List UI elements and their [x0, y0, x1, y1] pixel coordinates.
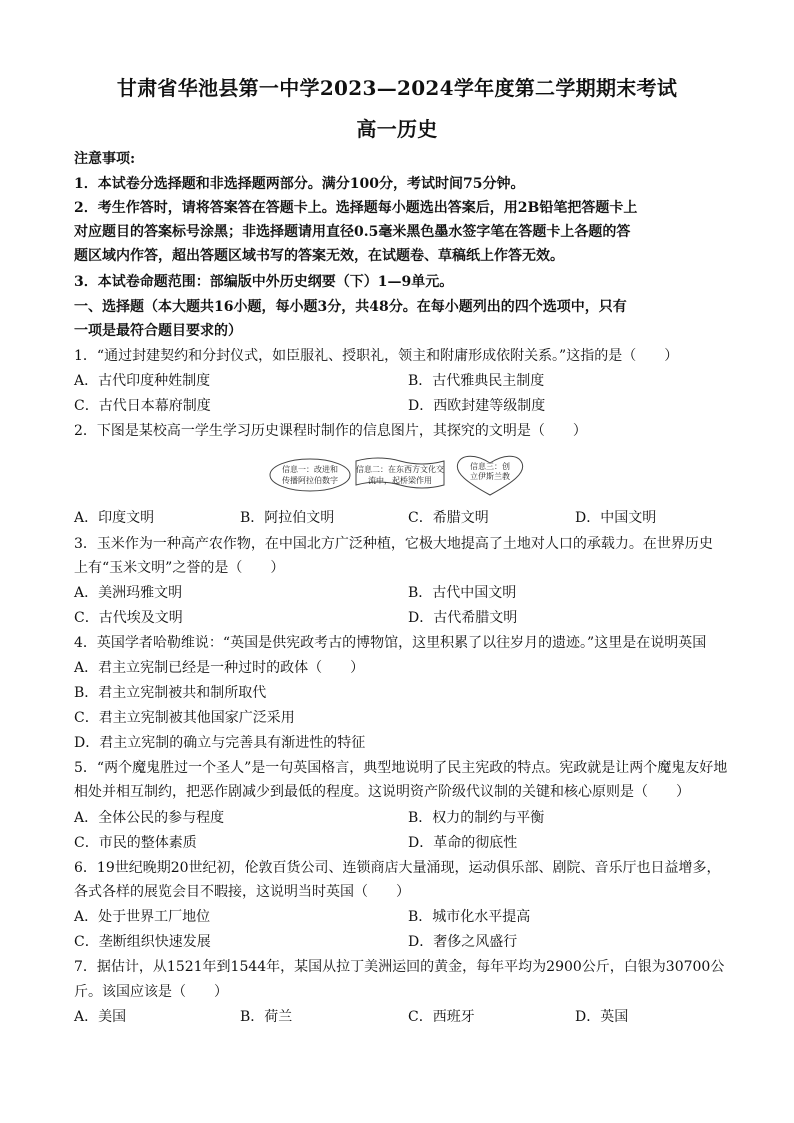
question-stem: 5．“两个魔鬼胜过一个圣人”是一句英国格言，典型地说明了民主宪政的特点。宪政就是让两个魔鬼友好地: [74, 760, 728, 776]
option-d: D．中国文明: [575, 510, 657, 526]
question-stem: 7．据估计，从1521年到1544年，某国从拉丁美洲运回的黄金，每年平均为2900公斤，白银为30700公: [74, 959, 725, 975]
option-b: B．古代雅典民主制度: [408, 373, 545, 389]
question-stem: 3．玉米作为一种高产农作物，在中国北方广泛种植，它极大地提高了土地对人口的承载力。在世界历史: [74, 536, 713, 552]
option-c: C．垄断组织快速发展: [74, 934, 211, 950]
notice-item: 2．考生作答时，请将答案答在答题卡上。选择题每小题选出答案后，用2B铅笔把答题卡上: [74, 200, 638, 216]
notice-item: 对应题目的答案标号涂黑；非选择题请用直径0.5毫米黑色墨水签字笔在答题卡上各题的答: [74, 224, 631, 240]
option-b: B．荷兰: [240, 1009, 293, 1025]
info2-line2: 流中，起桥梁作用: [368, 476, 432, 485]
question-stem: 1．“通过封建契约和分封仪式，如臣服礼、授职礼，领主和附庸形成依附关系。”这指的是（ ）: [74, 348, 679, 364]
question-stem: 6．19世纪晚期20世纪初，伦敦百货公司、连锁商店大量涌现，运动俱乐部、剧院、音乐厅也日益增多，: [74, 860, 721, 876]
option-c: C．市民的整体素质: [74, 835, 197, 851]
option-d: D．革命的彻底性: [408, 835, 518, 851]
option-c: C．希腊文明: [408, 510, 489, 526]
option-c: C．君主立宪制被其他国家广泛采用: [74, 710, 295, 726]
info3-line2: 立伊斯兰教: [470, 472, 510, 481]
info2-line1: 信息二：在东西方文化交: [356, 465, 444, 474]
info-figure: [268, 451, 540, 497]
question-stem: 4．英国学者哈勒维说：“英国是供宪政考古的博物馆，这里积累了以往岁月的遗迹。”这里是在说明英国: [74, 635, 707, 651]
notice-item: 1．本试卷分选择题和非选择题两部分。满分100分，考试时间75分钟。: [74, 176, 525, 192]
info1-line2: 传播阿拉伯数字: [282, 476, 338, 485]
subject-title: 高一历史: [356, 117, 438, 141]
option-c: C．西班牙: [408, 1009, 475, 1025]
question-stem-cont: 各式各样的展览会目不暇接，这说明当时英国（ ）: [74, 884, 410, 900]
option-b: B．城市化水平提高: [408, 909, 531, 925]
option-a: A．处于世界工厂地位: [74, 909, 211, 925]
option-a: A．美洲玛雅文明: [74, 585, 183, 601]
question-stem-cont: 上有“玉米文明”之誉的是（ ）: [74, 560, 285, 576]
option-d: D．奢侈之风盛行: [408, 934, 518, 950]
question-stem-cont: 相处并相互制约，把恶作剧减少到最低的程度。这说明资产阶级代议制的关键和核心原则是（ ）: [74, 784, 690, 800]
option-a: A．全体公民的参与程度: [74, 810, 225, 826]
notice-item: 题区域内作答，超出答题区域书写的答案无效，在试题卷、草稿纸上作答无效。: [74, 248, 564, 264]
option-a: A．君主立宪制已经是一种过时的政体（ ）: [74, 660, 365, 676]
info-ellipse-shape: [270, 459, 350, 491]
option-a: A．古代印度种姓制度: [74, 373, 211, 389]
option-d: D．西欧封建等级制度: [408, 398, 546, 414]
question-stem: 2．下图是某校高一学生学习历史课程时制作的信息图片，其探究的文明是（ ）: [74, 423, 587, 439]
option-d: D．君主立宪制的确立与完善具有渐进性的特征: [74, 735, 366, 751]
section-heading: 一、选择题（本大题共16小题，每小题3分，共48分。在每小题列出的四个选项中，只有: [74, 299, 627, 315]
notice-item: 3．本试卷命题范围：部编版中外历史纲要（下）1—9单元。: [74, 274, 454, 290]
info1-line1: 信息一：改进和: [282, 465, 338, 474]
question-stem-cont: 斤。该国应该是（ ）: [74, 984, 228, 1000]
section-heading-cont: 一项是最符合题目要求的）: [74, 323, 242, 339]
exam-title: 甘肃省华池县第一中学2023—2024学年度第二学期期末考试: [116, 76, 678, 100]
option-a: A．印度文明: [74, 510, 155, 526]
option-b: B．古代中国文明: [408, 585, 517, 601]
notice-heading: 注意事项:: [74, 151, 136, 167]
option-b: B．权力的制约与平衡: [408, 810, 545, 826]
option-b: B．阿拉伯文明: [240, 510, 335, 526]
info3-line1: 信息三：创: [470, 462, 510, 471]
option-c: C．古代日本幕府制度: [74, 398, 211, 414]
option-b: B．君主立宪制被共和制所取代: [74, 685, 267, 701]
option-c: C．古代埃及文明: [74, 610, 183, 626]
option-d: D．古代希腊文明: [408, 610, 518, 626]
option-d: D．英国: [575, 1009, 629, 1025]
option-a: A．美国: [74, 1009, 127, 1025]
